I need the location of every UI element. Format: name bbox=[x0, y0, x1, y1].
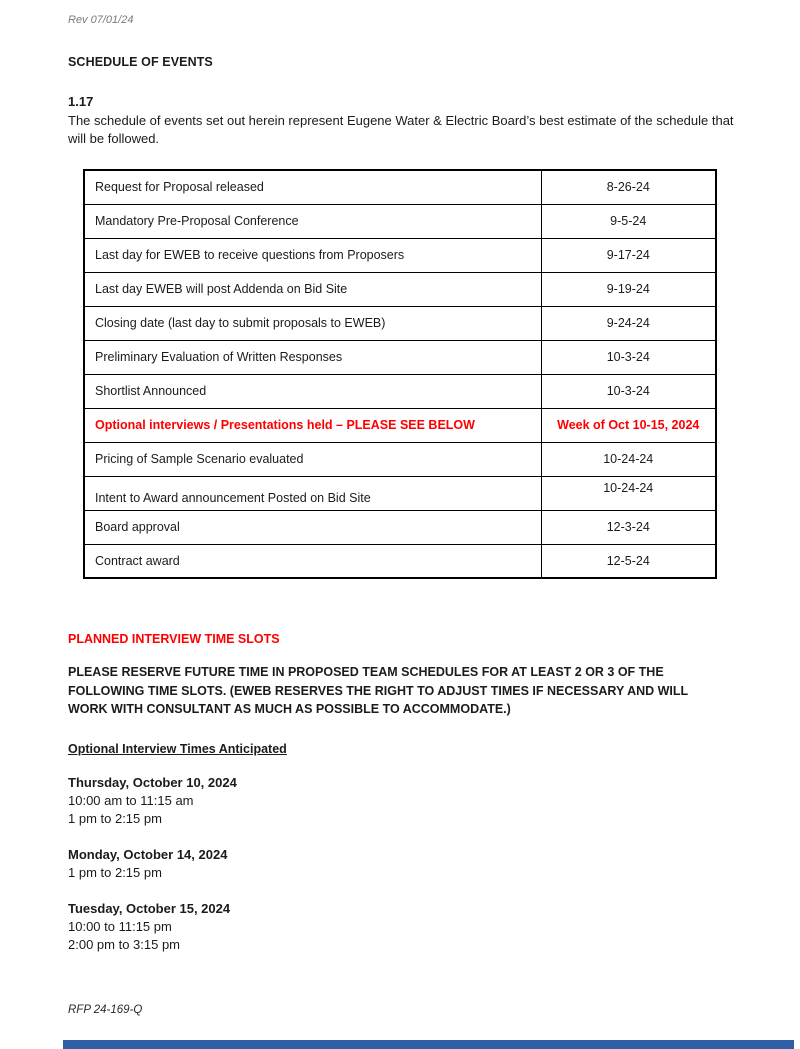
date-cell: 10-24-24 bbox=[541, 476, 716, 510]
interview-slot bbox=[68, 774, 734, 828]
table-row bbox=[84, 170, 716, 204]
table-row bbox=[84, 510, 716, 544]
table-row bbox=[84, 544, 716, 578]
reserve-time-notice: PLEASE RESERVE FUTURE TIME IN PROPOSED TEAM SCHEDULES FOR AT LEAST 2 OR 3 OF THE FOLLOWING TIME SLOTS. (EWEB RESERVES THE RIGHT TO ADJUST TIMES IF NECESSARY AND WILL WORK WITH CONSULTANT AS MUCH AS POSSIBLE TO ACCOMMODATE.) bbox=[68, 665, 688, 716]
slot-time: 1 pm to 2:15 pm bbox=[68, 810, 162, 826]
table-row-highlighted bbox=[84, 408, 716, 442]
date-cell: 10-3-24 bbox=[541, 374, 716, 408]
slot-day: Tuesday, October 15, 2024 bbox=[68, 900, 231, 916]
date-cell: 8-26-24 bbox=[541, 170, 716, 204]
date-cell: 9-5-24 bbox=[541, 204, 716, 238]
date-cell: 12-5-24 bbox=[541, 544, 716, 578]
event-cell: Contract award bbox=[84, 544, 541, 578]
slot-time: 10:00 am to 11:15 am bbox=[68, 792, 194, 808]
interview-slot bbox=[68, 846, 734, 882]
slot-time: 10:00 to 11:15 pm bbox=[68, 918, 172, 934]
table-row bbox=[84, 476, 716, 510]
date-cell: 10-3-24 bbox=[541, 340, 716, 374]
slot-time: 2:00 pm to 3:15 pm bbox=[68, 936, 181, 952]
event-cell: Last day EWEB will post Addenda on Bid Site bbox=[84, 272, 541, 306]
slot-day: Monday, October 14, 2024 bbox=[68, 846, 228, 862]
event-cell: Board approval bbox=[84, 510, 541, 544]
event-cell: Last day for EWEB to receive questions from Proposers bbox=[84, 238, 541, 272]
table-row bbox=[84, 306, 716, 340]
table-row bbox=[84, 374, 716, 408]
date-cell: 9-17-24 bbox=[541, 238, 716, 272]
interview-times-subheading: Optional Interview Times Anticipated bbox=[68, 741, 287, 756]
rfp-number-footer: RFP 24-169-Q bbox=[68, 1004, 143, 1016]
table-row bbox=[84, 204, 716, 238]
date-cell: 9-19-24 bbox=[541, 272, 716, 306]
clause-number: 1.17 bbox=[68, 94, 94, 109]
window-bottom-bar bbox=[63, 1040, 794, 1049]
slot-day: Thursday, October 10, 2024 bbox=[68, 774, 237, 790]
planned-interview-heading: PLANNED INTERVIEW TIME SLOTS bbox=[68, 632, 280, 646]
event-cell: Preliminary Evaluation of Written Responses bbox=[84, 340, 541, 374]
event-cell: Mandatory Pre-Proposal Conference bbox=[84, 204, 541, 238]
event-cell: Shortlist Announced bbox=[84, 374, 541, 408]
event-cell: Intent to Award announcement Posted on Bid Site bbox=[84, 476, 541, 510]
event-cell: Pricing of Sample Scenario evaluated bbox=[84, 442, 541, 476]
date-cell: 10-24-24 bbox=[541, 442, 716, 476]
interview-slot bbox=[68, 900, 734, 954]
event-cell: Closing date (last day to submit proposals to EWEB) bbox=[84, 306, 541, 340]
table-row bbox=[84, 238, 716, 272]
event-cell: Request for Proposal released bbox=[84, 170, 541, 204]
revision-label: Rev 07/01/24 bbox=[68, 14, 134, 26]
date-cell: Week of Oct 10-15, 2024 bbox=[541, 408, 716, 442]
event-cell: Optional interviews / Presentations held – PLEASE SEE BELOW bbox=[84, 408, 541, 442]
slot-time: 1 pm to 2:15 pm bbox=[68, 864, 162, 880]
table-row bbox=[84, 442, 716, 476]
table-row bbox=[84, 340, 716, 374]
date-cell: 9-24-24 bbox=[541, 306, 716, 340]
document-page bbox=[0, 14, 800, 954]
schedule-of-events-table bbox=[83, 169, 717, 579]
intro-paragraph: The schedule of events set out herein represent Eugene Water & Electric Board’s best estimate of the schedule that will be followed. bbox=[68, 113, 734, 146]
section-title: SCHEDULE OF EVENTS bbox=[68, 55, 213, 69]
date-cell: 12-3-24 bbox=[541, 510, 716, 544]
table-row bbox=[84, 272, 716, 306]
